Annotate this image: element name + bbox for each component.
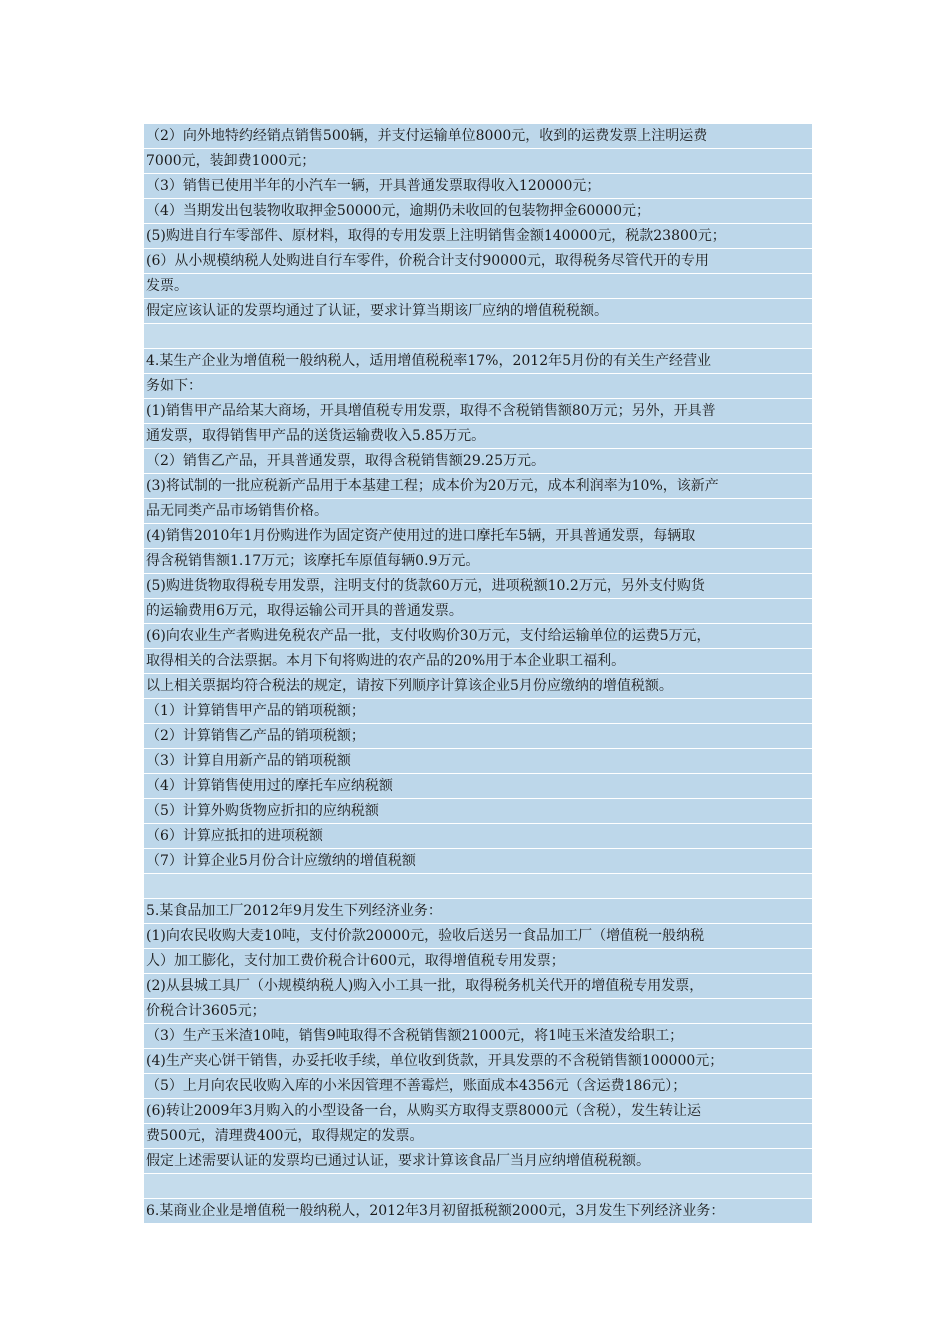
text-line: (4)生产夹心饼干销售，办妥托收手续，单位收到货款，开具发票的不含税销售额100000元； <box>144 1049 812 1073</box>
text-line: 假定应该认证的发票均通过了认证，要求计算当期该厂应纳的增值税税额。 <box>144 299 812 323</box>
text-line: 品无同类产品市场销售价格。 <box>144 499 812 523</box>
text-line: (4)销售2010年1月份购进作为固定资产使用过的进口摩托车5辆，开具普通发票，每辆取 <box>144 524 812 548</box>
text-line: (2)从县城工具厂（小规模纳税人)购入小工具一批，取得税务机关代开的增值税专用发票， <box>144 974 812 998</box>
text-line: (3)将试制的一批应税新产品用于本基建工程；成本价为20万元，成本利润率为10%，该新产 <box>144 474 812 498</box>
text-line: （3）生产玉米渣10吨，销售9吨取得不含税销售额21000元，将1吨玉米渣发给职工； <box>144 1024 812 1048</box>
text-line: 取得相关的合法票据。本月下旬将购进的农产品的20%用于本企业职工福利。 <box>144 649 812 673</box>
text-line: （4）计算销售使用过的摩托车应纳税额 <box>144 774 812 798</box>
text-line: （3）销售已使用半年的小汽车一辆，开具普通发票取得收入120000元； <box>144 174 812 198</box>
document-body <box>144 124 812 1224</box>
blank-line <box>144 324 812 348</box>
text-line: 务如下： <box>144 374 812 398</box>
text-line: 费500元，清理费400元，取得规定的发票。 <box>144 1124 812 1148</box>
text-line: 得含税销售额1.17万元；该摩托车原值每辆0.9万元。 <box>144 549 812 573</box>
text-line: (1)向农民收购大麦10吨，支付价款20000元，验收后送另一食品加工厂（增值税一般纳税 <box>144 924 812 948</box>
text-line: （2）向外地特约经销点销售500辆，并支付运输单位8000元，收到的运费发票上注明运费 <box>144 124 812 148</box>
text-line: 5.某食品加工厂2012年9月发生下列经济业务： <box>144 899 812 923</box>
text-line: (5)购进货物取得税专用发票，注明支付的货款60万元，进项税额10.2万元，另外支付购货 <box>144 574 812 598</box>
text-line: 6.某商业企业是增值税一般纳税人，2012年3月初留抵税额2000元，3月发生下列经济业务： <box>144 1199 812 1223</box>
text-line: 4.某生产企业为增值税一般纳税人，适用增值税税率17%，2012年5月份的有关生产经营业 <box>144 349 812 373</box>
text-line: （1）计算销售甲产品的销项税额； <box>144 699 812 723</box>
blank-line <box>144 1174 812 1198</box>
text-line: 人）加工膨化，支付加工费价税合计600元，取得增值税专用发票； <box>144 949 812 973</box>
text-line: （2）销售乙产品，开具普通发票，取得含税销售额29.25万元。 <box>144 449 812 473</box>
text-line: (5)购进自行车零部件、原材料，取得的专用发票上注明销售金额140000元，税款23800元； <box>144 224 812 248</box>
text-line: 发票。 <box>144 274 812 298</box>
blank-line <box>144 874 812 898</box>
text-line: (6)转让2009年3月购入的小型设备一台，从购买方取得支票8000元（含税），发生转让运 <box>144 1099 812 1123</box>
text-line: 通发票，取得销售甲产品的送货运输费收入5.85万元。 <box>144 424 812 448</box>
text-line: (1)销售甲产品给某大商场，开具增值税专用发票，取得不含税销售额80万元；另外，开具普 <box>144 399 812 423</box>
text-line: 以上相关票据均符合税法的规定，请按下列顺序计算该企业5月份应缴纳的增值税额。 <box>144 674 812 698</box>
text-line: （3）计算自用新产品的销项税额 <box>144 749 812 773</box>
text-line: （5）上月向农民收购入库的小米因管理不善霉烂，账面成本4356元（含运费186元）； <box>144 1074 812 1098</box>
text-line: （5）计算外购货物应折扣的应纳税额 <box>144 799 812 823</box>
text-line: 价税合计3605元； <box>144 999 812 1023</box>
text-line: （2）计算销售乙产品的销项税额； <box>144 724 812 748</box>
text-line: （6）计算应抵扣的进项税额 <box>144 824 812 848</box>
text-line: 假定上述需要认证的发票均已通过认证，要求计算该食品厂当月应纳增值税税额。 <box>144 1149 812 1173</box>
text-line: （4）当期发出包装物收取押金50000元，逾期仍未收回的包装物押金60000元； <box>144 199 812 223</box>
text-line: (6)向农业生产者购进免税农产品一批，支付收购价30万元，支付给运输单位的运费5万元， <box>144 624 812 648</box>
text-line: （7）计算企业5月份合计应缴纳的增值税额 <box>144 849 812 873</box>
text-line: 的运输费用6万元，取得运输公司开具的普通发票。 <box>144 599 812 623</box>
text-line: (6）从小规模纳税人处购进自行车零件，价税合计支付90000元，取得税务尽管代开的专用 <box>144 249 812 273</box>
text-line: 7000元，装卸费1000元； <box>144 149 812 173</box>
